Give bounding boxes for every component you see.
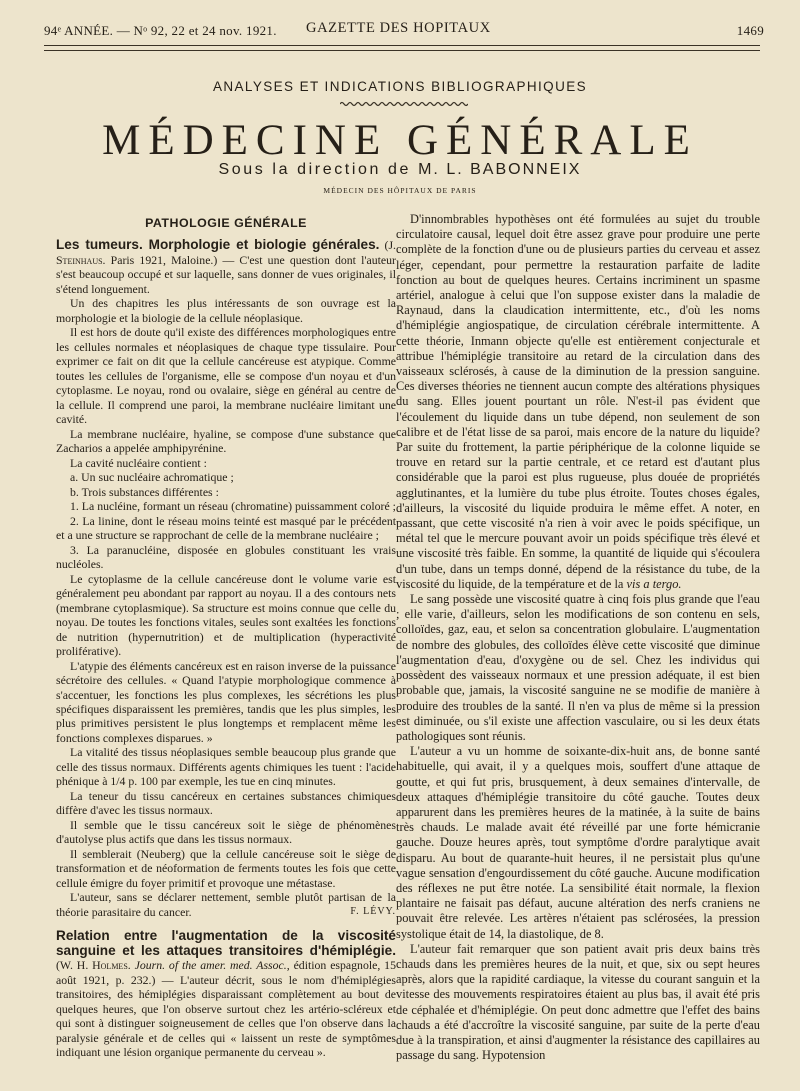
paragraph: Le cytoplasme de la cellule cancéreuse dont le volume varie est généralement peu abondant par rapport au noyau. Il a des contours nets (membrane cytoplasmique). Sa structure est moins connue que celle du noyau. De toutes les fonctions vitales, seules sont exaltées les fonctions de nutrition (hypernutrition) et de multiplication (hyperactivité proliférative). — [56, 571, 396, 659]
running-header — [44, 20, 764, 40]
article-2-ref: édition espagnole, 15 août 1921, p. 232.) — L'auteur décrit, sous le nom d'hémiplégies transitoires, des hémiplégies disparaissant complètement au bout de quelques heures, que l'on observe surtout chez les artério-scléreux et qui sont à distinguer soigneusement de celles que l'on observe dans la paralysie générale et de celles qui « laissent un reste de symptômes indiquant une lésion organique permanente du cerveau ». — [56, 958, 396, 1060]
paragraph: L'atypie des éléments cancéreux est en raison inverse de la puissance sécrétoire des cellules. « Quand l'atypie morphologique commence à s'accentuer, les fonctions les plus complexes, les sécrétions les plus spécifiques disparaissent les premières, tandis que les plus simples, les plus primitives persistent le plus longtemps et remplacent même les fonctions complexes disparues. » — [56, 658, 396, 745]
article-2-journal: Journ. of the amer. med. Assoc., — [134, 958, 290, 973]
section-heading: PATHOLOGIE GÉNÉRALE — [145, 216, 307, 230]
left-column — [56, 212, 396, 1060]
article-2-author: (W. H. Holmes. — [56, 958, 131, 973]
signature: F. LÉVY. — [350, 905, 396, 917]
article-1-title: Les tumeurs. Morphologie et biologie générales. — [56, 237, 380, 253]
paragraph: Le sang possède une viscosité quatre à cinq fois plus grande que l'eau ; elle varie, d'ailleurs, selon les modifications de son contenu en sels, colloïdes, gaz, eau, et selon sa concentration globulaire. L'augmentation de nombre des globules, des colloïdes élève cette viscosité que diminue l'augmentation d'eau, d'oxygène ou de sel. Chez les individus qui possèdent des vaisseaux normaux et une pression adéquate, il est bien probable que, jamais, la viscosité sanguine ne se modifie de manière à produire des troubles de la santé. Il n'en va plus de même si la pression est diminuée, ou s'il existe une affection vasculaire, ou si les deux états pathologiques sont réunis. — [396, 592, 760, 743]
list-item: b. Trois substances différentes : — [70, 484, 219, 499]
article-1-ref: Paris 1921, Maloine.) — C'est une question dont l'auteur s'est beaucoup occupé et sur laquelle, sans donner de vues originales, il s'étend longuement. — [56, 252, 396, 296]
list-item: a. Un suc nucléaire achromatique ; — [70, 470, 234, 485]
paragraph: La cavité nucléaire contient : — [70, 455, 207, 470]
paragraph: Un des chapitres les plus intéressants de son ouvrage est la morphologie et la biologie de la cellule néoplasique. — [56, 296, 396, 325]
paragraph: Il est hors de doute qu'il existe des différences morphologiques entre les cellules normales et néoplasiques de chaque type tissulaire. Pour exprimer ce fait on dit que la cellule cancéreuse est atypique. Comme toutes les cellules de l'organisme, elle se compose d'un noyau et d'un cytoplasme. Le noyau, rond ou ovalaire, siège en général au centre de la cellule. Il comprend une paroi, la membrane nucléaire limitant une cavité. — [56, 325, 396, 427]
article-1-lead — [56, 238, 396, 296]
paragraph: La teneur du tissu cancéreux en certaines substances chimiques diffère d'avec les tissus normaux. — [56, 788, 396, 818]
paragraph — [396, 212, 760, 592]
header-rule-bottom — [44, 50, 760, 51]
article-2-lead — [56, 929, 396, 1059]
list-item: 2. La linine, dont le réseau moins teinté est masqué par le précédent et a une structure se rapprochant de celle de la membrane nucléaire ; — [56, 513, 396, 543]
paragraph: L'auteur, sans se déclarer nettement, semble plutôt partisan de la théorie parasitaire du cancer. — [56, 890, 396, 919]
right-column — [396, 212, 760, 1063]
subtitle — [0, 161, 800, 179]
editor-name: M. L. BABONNEIX — [418, 161, 582, 178]
issue-info: 94ᵉ ANNÉE. — Nᵒ 92, 22 et 24 nov. 1921. — [44, 23, 277, 38]
article-1-author: (J. Steinhaus. — [56, 238, 396, 267]
page-number: 1469 — [736, 23, 764, 38]
subtitle-prefix: Sous la direction de — [218, 161, 412, 178]
paragraph: L'auteur a vu un homme de soixante-dix-huit ans, de bonne santé habituelle, qui avait, il y a quelques mois, souffert d'une attaque de goutte, et qui fut pris, brusquement, à deux semaines d'intervalle, de deux attaques d'hémiplégie transitoire du côté gauche. Toutes deux apparurent dans les premières heures de la matinée, à la suite de bains très chauds. Le malade avait été réveillé par une forte hémicranie gauche. Douze heures après, tout symptôme d'ordre paralytique avait disparu. Au bout de quarante-huit heures, il ne persistait plus qu'une vague sensation d'engourdissement du côté gauche. Aucune modification des réflexes ne put être notée. La sensibilité était normale, la flexion plantaire ne faisait pas défaut, aucune altération des nerfs craniens ne pouvait être relevée. Les artères n'étaient pas sclérosées, la pression systolique était de 14, la diastolique, de 8. — [396, 744, 760, 941]
article-2-title: Relation entre l'augmentation de la viscosité sanguine et les attaques transitoires d'hémiplégie. — [56, 928, 396, 958]
editor-title: MÉDECIN DES HÔPITAUX DE PARIS — [323, 186, 477, 195]
header-rule-top — [44, 45, 760, 46]
paragraph: Il semblerait (Neuberg) que la cellule cancéreuse soit le siège de transformation et de néoformation de ferments toutes les fois que cette cellule émigre du foyer primitif et provoque une métastase. — [56, 846, 396, 890]
journal-name: GAZETTE DES HOPITAUX — [306, 20, 491, 36]
paragraph: La vitalité des tissus néoplasiques semble beaucoup plus grande que celle des tissus normaux. Différents agents chimiques les tuent : l'acide phénique à 1/4 p. 100 par exemple, les tue en cinq minutes. — [56, 745, 396, 789]
latin-phrase: vis a tergo. — [626, 576, 682, 591]
page-title: MÉDECINE GÉNÉRALE — [102, 117, 698, 164]
wave-ornament — [340, 101, 468, 107]
paragraph-text: D'innombrables hypothèses ont été formulées au sujet du trouble circulatoire causal, lequel doit être assez grave pour produire une perte complète de la fonction d'une ou de plusieurs parties du cerveau et assez léger, cependant, pour permettre la restauration parfaite de ladite fonction au bout de quelques heures. Certains incriminent un spasme artériel, analogue à celui que l'on suppose exister dans la maladie de Raynaud, dans la claudication intermittente, etc., d'où les noms d'hémiplégie angiospatique, de circulation cérébrale intermittente. A cette théorie, Inmann objecte qu'elle est entièrement conjecturale et attribue l'hémiplégie transitoire au retard de la circulation dans des vaisseaux sclérosés, à cause de la diminution de la pression sanguine. Ces diverses théories ne tiennent aucun compte des altérations physiques du sang. Elles jouent pourtant un rôle. N'est-il pas évident que l'écoulement du liquide dans un tube dépend, non seulement de son calibre et de l'état lisse de sa paroi, mais encore de la nature du liquide? Par suite du frottement, la partie périphérique de la colonne liquide se trouve en retard sur la partie centrale, et ce retard est d'autant plus considérable que la paroi est plus rugueuse, plus douée de propriétés agglutinantes, et la lumière du tube plus étroite. Toutes choses égales, d'ailleurs, la viscosité du liquide produira le même effet. A noter, en passant, que cette viscosité n'a rien à voir avec le poids spécifique, un métal tel que le mercure pouvant avoir un poids spécifique très élevé et une viscosité très faible. En somme, la quantité de liquide qui s'écoulera d'un tube, dans un temps donné, dépend de la résistance du tube, de la viscosité du liquide, de la température et de la — [396, 212, 760, 591]
list-item: 3. La paranucléine, disposée en globules constituant les vrais nucléoles. — [56, 542, 396, 572]
paragraph: Il semble que le tissu cancéreux soit le siège de phénomènes d'autolyse plus actifs que dans les tissus normaux. — [56, 817, 396, 847]
section-label: ANALYSES ET INDICATIONS BIBLIOGRAPHIQUES — [212, 79, 588, 94]
paragraph: L'auteur fait remarquer que son patient avait pris deux bains très chauds dans les premières heures de la nuit, et que, six ou sept heures après, alors que la rapidité cardiaque, la vitesse du courant sanguin et la vitesse des mouvements respiratoires étaient au plus bas, il avait été pris de céphalée et d'hémiplégie. On peut donc admettre que l'effet des bains chauds a été d'accroître la viscosité sanguine, par suite de la perte d'eau due à la transpiration, et ainsi d'augmenter la résistance des capillaires au passage du sang. Hypotension — [396, 941, 760, 1063]
paragraph-with-signature — [56, 890, 396, 919]
paragraph: La membrane nucléaire, hyaline, se compose d'une substance que Zacharios a appelée amphipyrénine. — [56, 426, 396, 456]
list-item: 1. La nucléine, formant un réseau (chromatine) puissamment coloré ; — [70, 499, 396, 514]
